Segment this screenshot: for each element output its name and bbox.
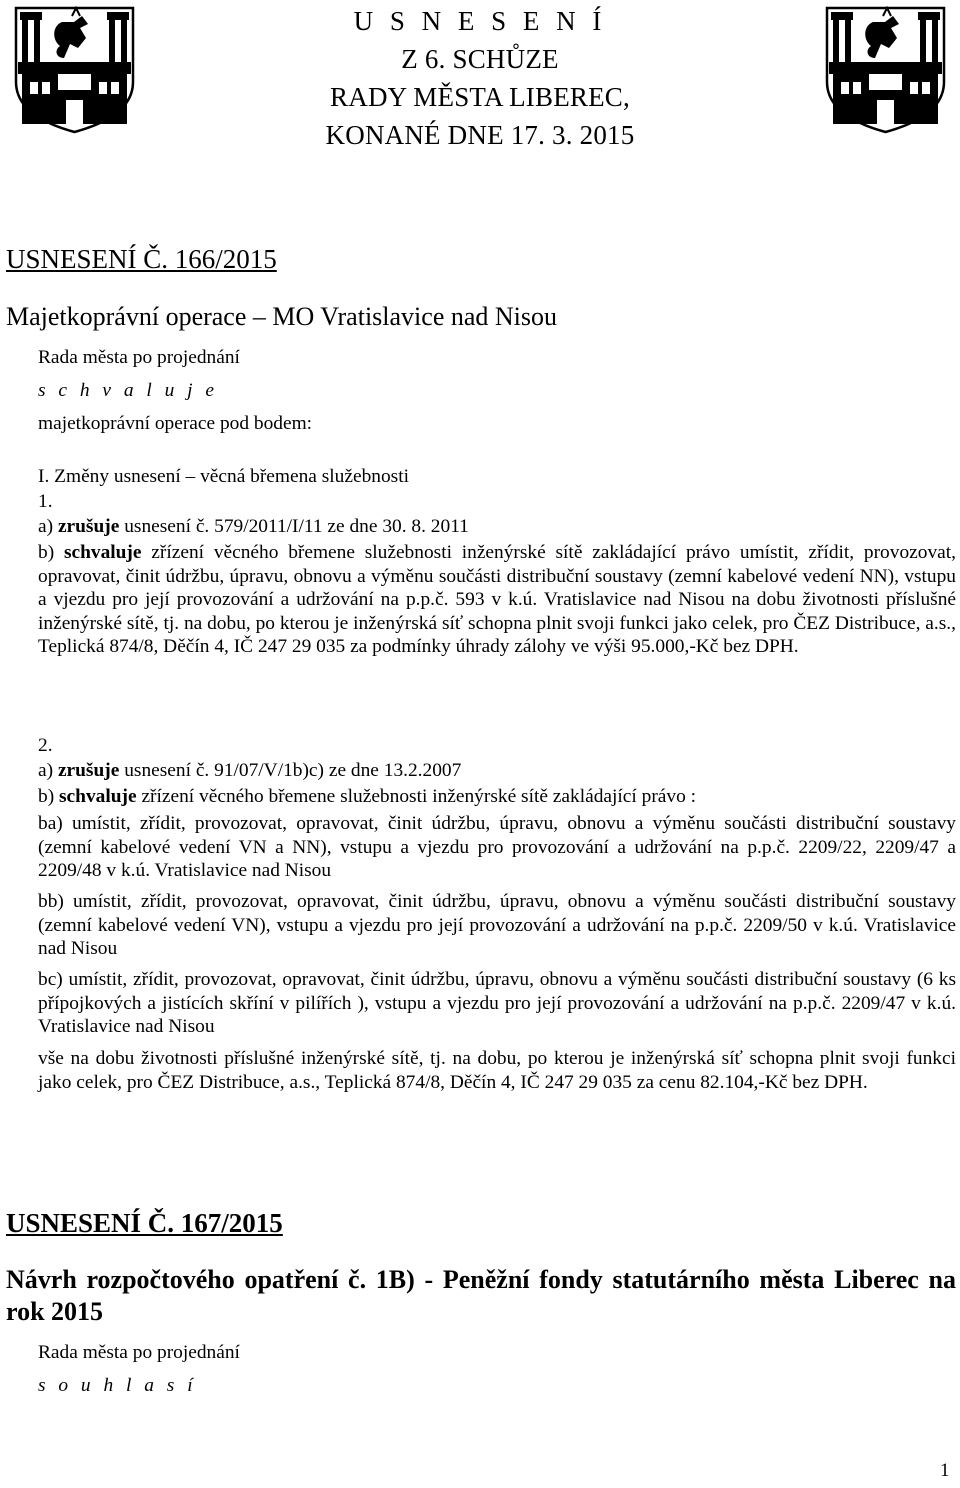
resolution-167-subject: Návrh rozpočtového opatření č. 1B) - Peněžní fondy statutárního města Liberec na rok 2015 [6, 1265, 956, 1326]
item-2-a [38, 760, 461, 782]
item-2-b-text: zřízení věcného břemene služebnosti inženýrské sítě zakládající právo : [141, 786, 697, 807]
liberec-coat-of-arms-icon [12, 4, 137, 136]
item-1-b [38, 541, 956, 659]
resolution-166-intro: Rada města po projednání [38, 347, 240, 368]
header-line-4: KONANÉ DNE 17. 3. 2015 [325, 120, 635, 150]
item-1-b-verb: schvaluje [63, 542, 142, 563]
item-2-number: 2. [38, 735, 53, 756]
header-line-3: RADY MĚSTA LIBEREC, [330, 82, 630, 112]
resolution-167-intro: Rada města po projednání [38, 1342, 240, 1363]
item-2-b [38, 786, 696, 808]
resolution-166-lead: majetkoprávní operace pod bodem: [38, 413, 313, 434]
item-2-closing: vše na dobu životnosti příslušné inženýrské sítě, tj. na dobu, po kterou je inženýrská síť schopna plnit svoji funkci jako celek, pro ČEZ Distribuce, a.s., Teplická 874/8, Děčín 4, IČ 247 29 035 za cenu 82.104,-Kč bez DPH. [38, 1048, 956, 1093]
item-1-number: 1. [38, 491, 53, 512]
resolution-166-subject: Majetkoprávní operace – MO Vratislavice nad Nisou [6, 302, 558, 331]
item-2-a-verb: zrušuje [57, 760, 120, 781]
item-2-b-prefix: b) [38, 786, 55, 807]
item-2-bc: bc) umístit, zřídit, provozovat, opravovat, činit údržbu, úpravu, obnovu a výměnu součásti distribuční soustavy (6 ks přípojkových a jistících skříní v pilířích ), vstupu a vjezdu pro její provozování a udržování na p.p.č. 2209/47 v k.ú. Vratislavice nad Nisou [38, 969, 956, 1037]
item-1-a-verb: zrušuje [57, 516, 120, 537]
item-2-a-text: usnesení č. 91/07/V/1b)c) ze dne 13.2.2007 [124, 760, 462, 781]
header-line-1: U S N E S E N Í [353, 6, 607, 36]
resolution-166-verb: s c h v a l u j e [38, 380, 219, 401]
document-header [140, 2, 820, 154]
resolution-167-verb: s o u h l a s í [38, 1375, 197, 1396]
item-2-a-prefix: a) [38, 760, 54, 781]
page-number: 1 [940, 1460, 950, 1481]
item-2-bb: bb) umístit, zřídit, provozovat, opravovat, činit údržbu, úpravu, obnovu a výměnu součásti distribuční soustavy (zemní kabelové vedení VN), vstupu a vjezdu pro její provozování a udržování na p.p.č. 2209/50 v k.ú. Vratislavice nad Nisou [38, 891, 956, 959]
resolution-166-title: USNESENÍ Č. 166/2015 [6, 244, 277, 274]
resolution-167-title: USNESENÍ Č. 167/2015 [6, 1208, 283, 1238]
item-2-ba: ba) umístit, zřídit, provozovat, opravovat, činit údržbu, úpravu, obnovu a výměnu součásti distribuční soustavy (zemní kabelové vedení VN a NN), vstupu a vjezdu pro provozování a udržování na p.p.č. 2209/22, 2209/47 a 2209/48 v k.ú. Vratislavice nad Nisou [38, 813, 956, 881]
item-1-a-prefix: a) [38, 516, 54, 537]
liberec-coat-of-arms-icon [823, 4, 948, 136]
item-1-b-text: zřízení věcného břemene služebnosti inženýrské sítě zakládající právo umístit, zřídit, provozovat, opravovat, činit údržbu, úpravu, obnovu a výměnu součásti distribuční soustavy (zemní kabelové vedení NN), vstupu a vjezdu pro její provozování a udržování na p.p.č. 593 v k.ú. Vratislavice nad Nisou na dobu životnosti příslušné inženýrské sítě, tj. na dobu, po kterou je inženýrská síť schopna plnit svoji funkci jako celek, pro ČEZ Distribuce, a.s., Teplická 874/8, Děčín 4, IČ 247 29 035 za podmínky úhrady zálohy ve výši 95.000,-Kč bez DPH. [38, 542, 956, 657]
item-1-a [38, 516, 469, 538]
item-1-b-prefix: b) [38, 542, 55, 563]
item-1-a-text: usnesení č. 579/2011/I/11 ze dne 30. 8. 2011 [124, 516, 469, 537]
item-2-b-verb: schvaluje [59, 786, 137, 807]
header-line-2: Z 6. SCHŮZE [401, 44, 559, 74]
section-heading: I. Změny usnesení – věcná břemena služebnosti [38, 466, 409, 487]
